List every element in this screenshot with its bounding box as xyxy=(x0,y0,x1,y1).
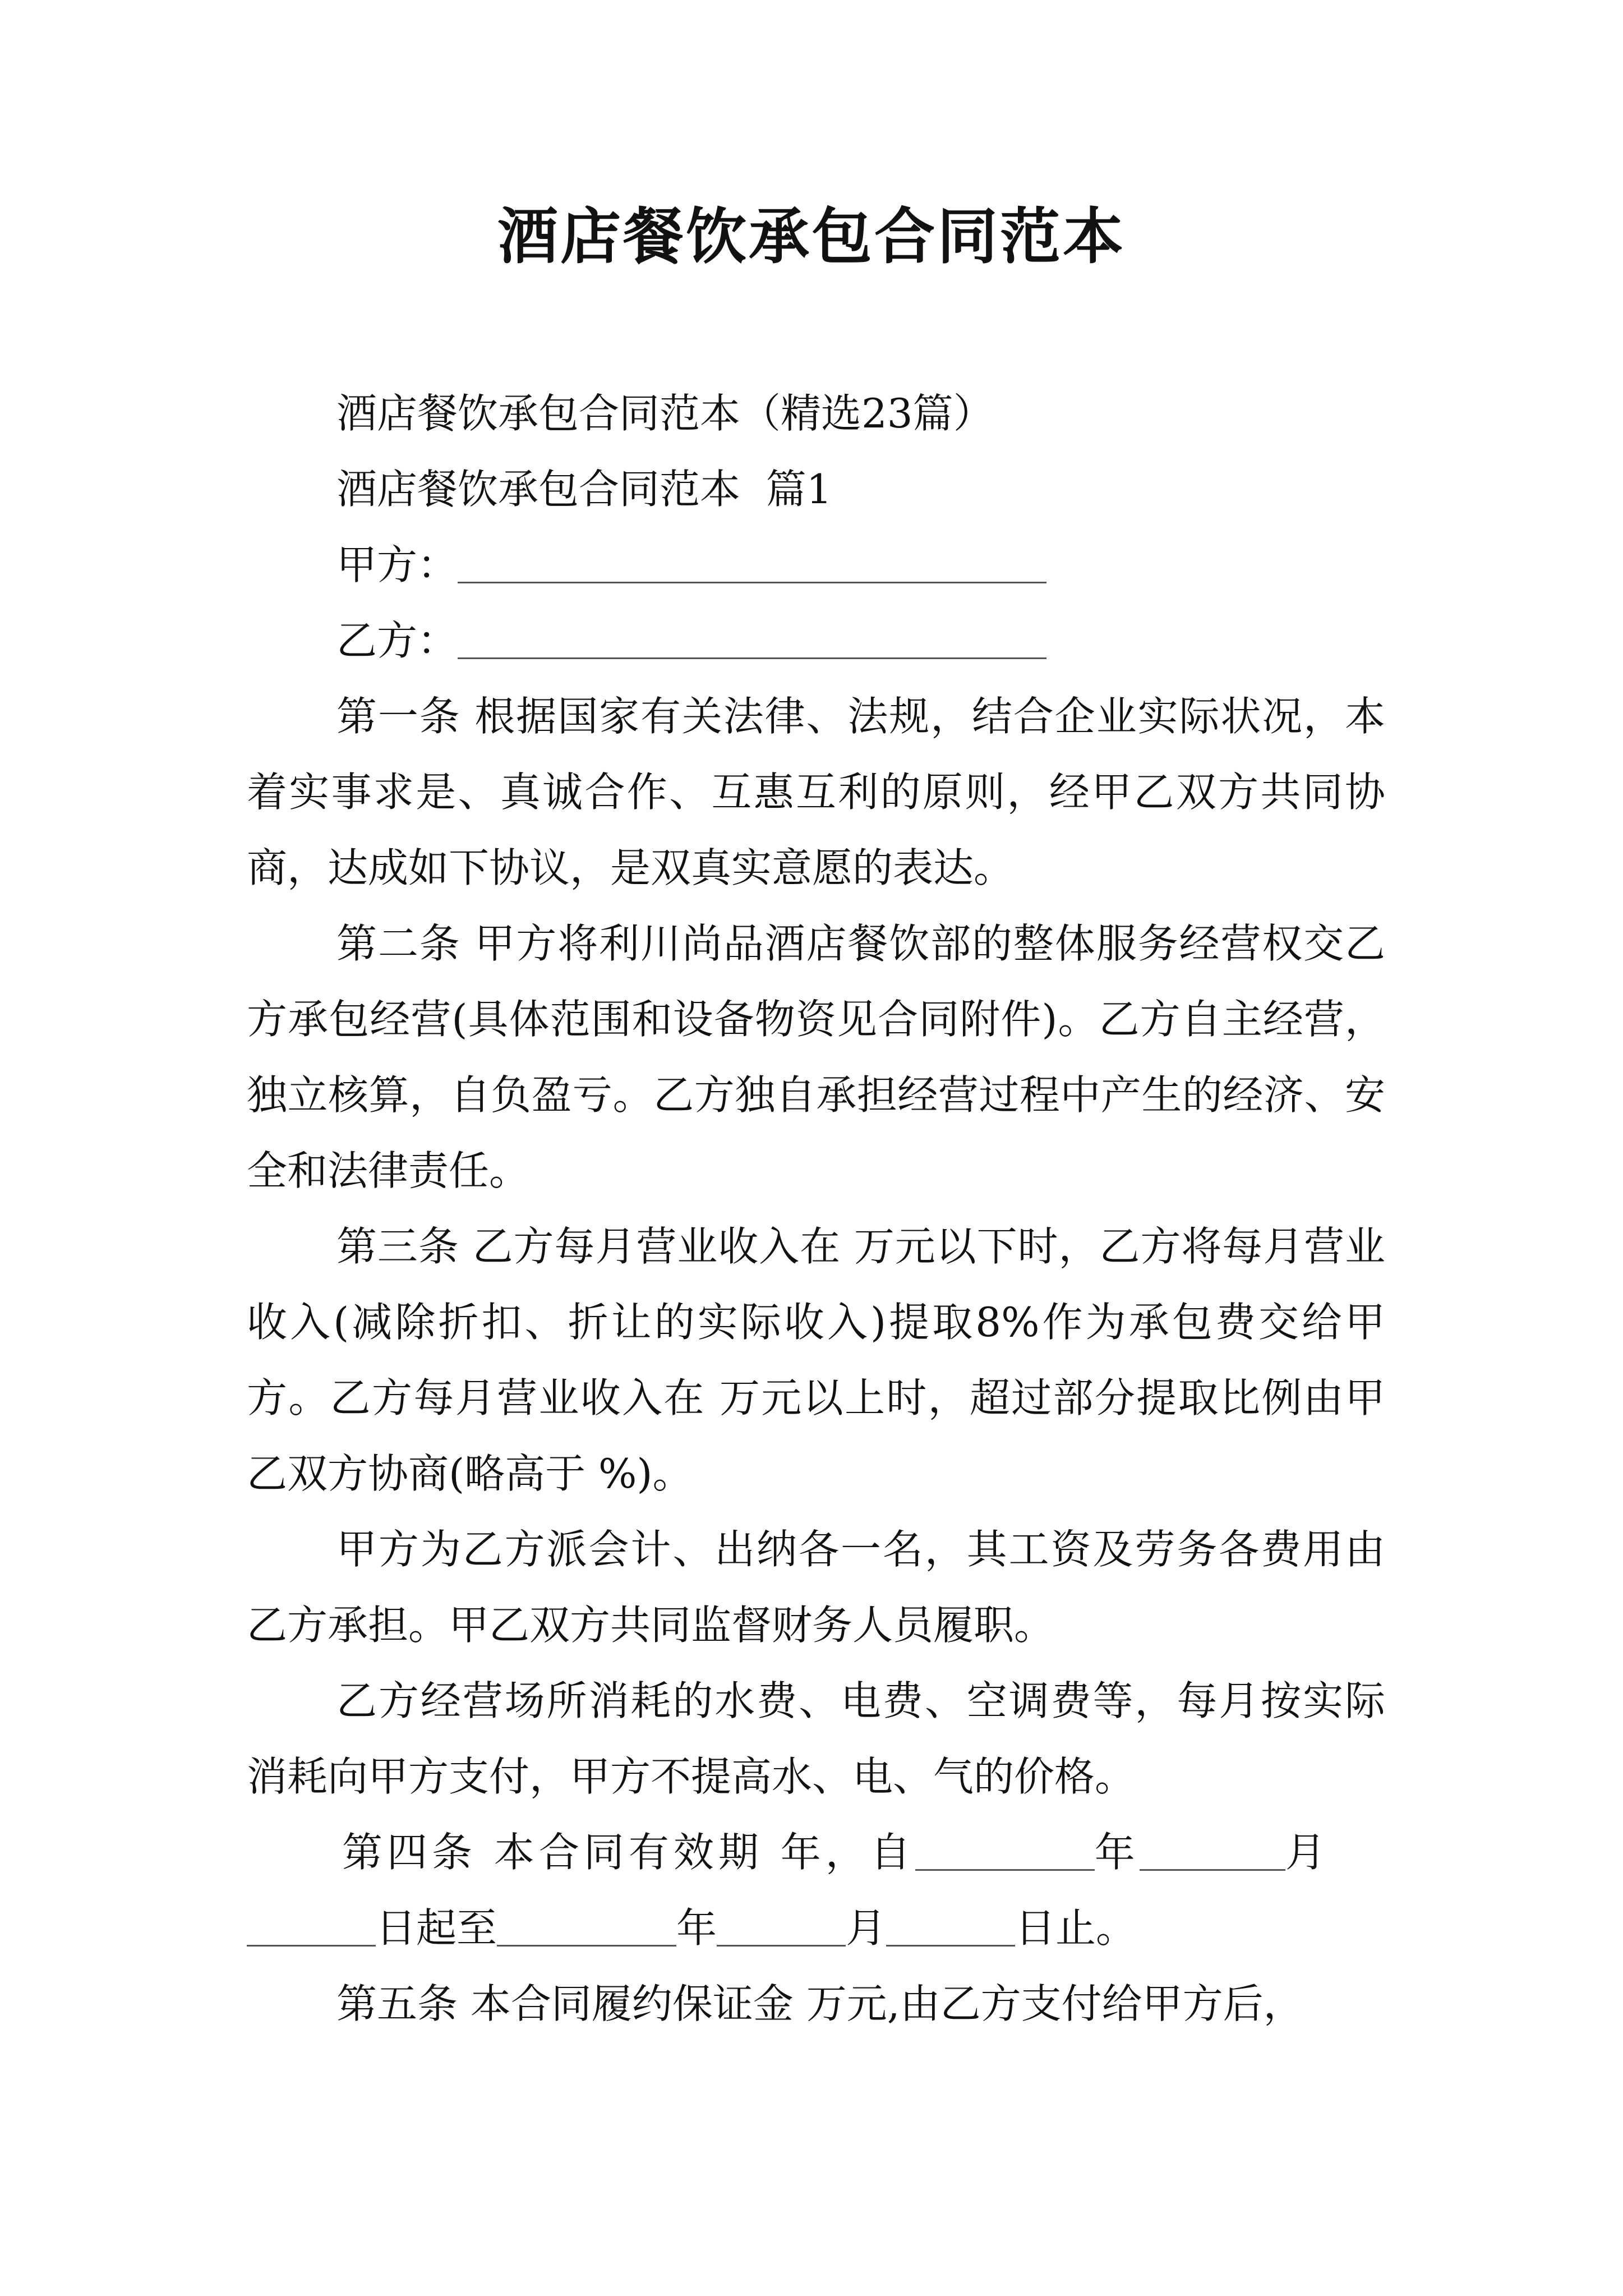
start-month-label: 月 xyxy=(1285,1829,1330,1876)
end-year-blank xyxy=(497,1911,676,1947)
accounting-paragraph: 甲方为乙方派会计、出纳各一名，其工资及劳务各费用由乙方承担。甲乙双方共同监督财务人员履职。 xyxy=(247,1526,1385,1649)
party-b-label: 乙方： xyxy=(336,617,458,664)
article-2-paragraph: 第二条 甲方将利川尚品酒店餐饮部的整体服务经营权交乙方承包经营(具体范围和设备物资见合同附件)。乙方自主经营，独立核算，自负盈亏。乙方独自承担经营过程中产生的经济、安全和法律责任。 xyxy=(247,920,1385,1194)
end-year-label: 年 xyxy=(676,1904,717,1952)
end-month-label: 月 xyxy=(846,1904,887,1952)
document-title: 酒店餐饮承包合同范本 xyxy=(497,201,1126,272)
article-3-paragraph: 第三条 乙方每月营业收入在 万元以下时，乙方将每月营业收入(减除折扣、折让的实际收入)提取8%作为承包费交给甲方。乙方每月营业收入在 万元以上时，超过部分提取比例由甲乙双方协商(略高于 %)。 xyxy=(247,1223,1385,1497)
end-day-label: 日止。 xyxy=(1015,1904,1137,1952)
subtitle: 酒店餐饮承包合同范本（精选23篇） xyxy=(336,390,994,437)
start-year-blank xyxy=(915,1835,1095,1871)
article-4-prefix: 第四条 本合同有效期 年，自 xyxy=(342,1829,915,1876)
start-year-label: 年 xyxy=(1094,1829,1140,1876)
section-heading: 酒店餐饮承包合同范本 篇1 xyxy=(336,466,832,513)
end-day-blank xyxy=(886,1911,1015,1947)
end-month-blank xyxy=(717,1911,846,1947)
start-day-label: 日起至 xyxy=(376,1904,497,1952)
document-body xyxy=(247,376,1385,2042)
party-b-line xyxy=(247,603,1385,679)
party-a-label: 甲方： xyxy=(336,541,458,588)
party-b-blank xyxy=(458,624,1046,659)
article-4-line-2 xyxy=(247,1890,1385,1966)
start-month-blank xyxy=(1140,1835,1285,1871)
article-4-line-1 xyxy=(247,1815,1385,1890)
article-1-paragraph: 第一条 根据国家有关法律、法规，结合企业实际状况，本着实事求是、真诚合作、互惠互利的原则，经甲乙双方共同协商，达成如下协议，是双真实意愿的表达。 xyxy=(247,693,1385,891)
utilities-paragraph: 乙方经营场所消耗的水费、电费、空调费等，每月按实际消耗向甲方支付，甲方不提高水、电、气的价格。 xyxy=(247,1677,1385,1800)
party-a-line xyxy=(247,527,1385,603)
start-day-blank xyxy=(247,1911,376,1947)
party-a-blank xyxy=(458,548,1046,583)
article-5-paragraph: 第五条 本合同履约保证金 万元,由乙方支付给甲方后， xyxy=(336,1980,1304,2027)
